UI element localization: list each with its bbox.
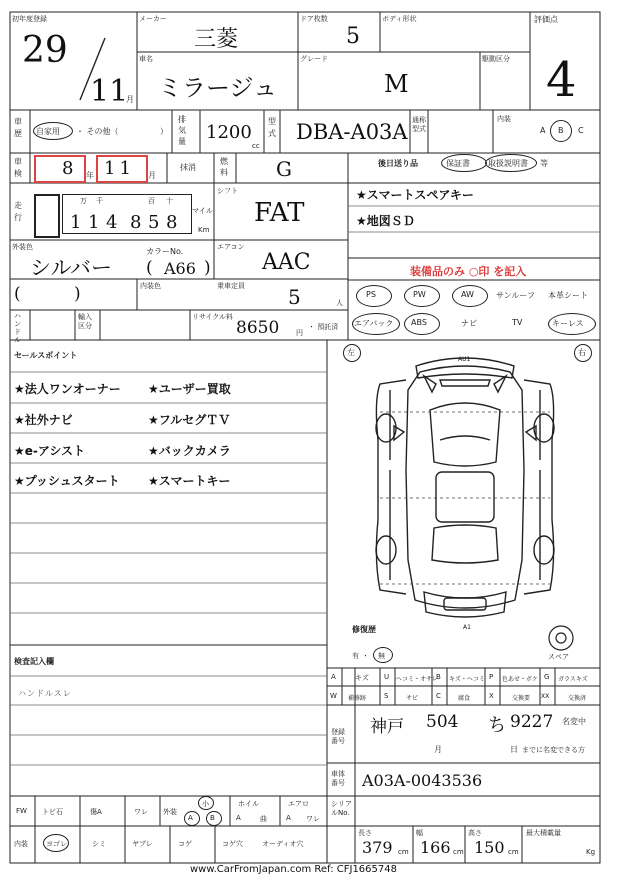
- usage-close: ）: [160, 127, 168, 136]
- nk-item-5: コゲ穴: [222, 840, 243, 848]
- legend-r2-c4: サビ: [406, 695, 419, 702]
- nk-item-2: シミ: [92, 840, 106, 848]
- length-unit: cm: [398, 848, 409, 856]
- capacity-label: 乗車定員: [217, 282, 245, 290]
- fw-item-1: トビ石: [42, 808, 63, 816]
- legend-r2-c3: S: [384, 692, 389, 700]
- legend-r1-c7: P: [489, 673, 494, 681]
- fw-a-circle: [184, 811, 200, 826]
- diagram-left: 左: [347, 348, 355, 357]
- legend-r1-c8: 色あせ・ボケ: [502, 676, 539, 683]
- mileage-digit-6: 8: [166, 212, 178, 233]
- sales-point-3: ★社外ナビ: [14, 413, 73, 427]
- diagram-right: 右: [578, 348, 586, 357]
- fuel-label: 燃料: [220, 157, 228, 177]
- color-value: シルバー: [30, 256, 113, 280]
- import-label: 輸入区分: [78, 313, 92, 330]
- recycle-unit: 円: [296, 329, 303, 337]
- diagram-top-tag: AU1: [458, 356, 471, 363]
- sales-points-label: セールスポイント: [14, 351, 78, 360]
- inspection-label: 車検: [14, 157, 22, 178]
- fw-label: FW: [16, 807, 27, 815]
- interior-c: C: [578, 126, 584, 135]
- inspection-year: 8: [62, 158, 74, 179]
- height-value: 150: [474, 838, 505, 857]
- fw-item-14: ワレ: [306, 815, 320, 823]
- equip-ps: PS: [366, 290, 376, 299]
- max-load-label: 最大積載量: [526, 829, 561, 837]
- legend-r2-c8: 交換要: [512, 695, 531, 702]
- serial-label: シリアルNo.: [331, 800, 352, 817]
- legend-r2-c1: W: [330, 692, 337, 700]
- legend-r1-c1: A: [331, 673, 336, 681]
- equip-sunroof: サンルーフ: [496, 291, 535, 300]
- feature-top-2: ★地図ＳＤ: [356, 214, 415, 228]
- color-no-label: カラーNo.: [146, 247, 184, 256]
- shift-label: シフト: [217, 187, 238, 195]
- first-reg-month: 11: [90, 74, 129, 109]
- first-reg-year: 29: [22, 30, 68, 71]
- interior-color-close: ): [74, 284, 81, 304]
- legend-r1-c2: キズ: [355, 674, 369, 682]
- inspection-month-unit: 月: [148, 171, 156, 180]
- inspection-year-unit: 年: [86, 171, 94, 180]
- postsend-item2: 取扱説明書: [488, 159, 528, 168]
- mileage-unit-mile: マイル: [192, 207, 213, 215]
- inspection-month: 11: [104, 158, 135, 179]
- nk-item-6: オーディオ穴: [262, 840, 304, 848]
- width-unit: cm: [453, 848, 464, 856]
- max-load-unit: Kg: [586, 848, 596, 856]
- registration-change: 名変中: [562, 717, 586, 726]
- registration-note: までに名変できる方: [522, 746, 585, 754]
- legend-r2-c5: C: [436, 692, 441, 700]
- fuel-value: G: [276, 157, 292, 181]
- model-label: 型式: [268, 117, 276, 138]
- repair-no-circle: [373, 647, 393, 663]
- equip-aw: AW: [461, 290, 474, 299]
- car-name-value: ミラージュ: [158, 74, 278, 102]
- sales-point-7: ★プッシュスタート: [14, 474, 120, 488]
- registration-month: 月: [434, 745, 442, 754]
- model-note: 通称型式: [412, 116, 426, 133]
- interior-color-label: 内装色: [140, 282, 161, 290]
- sales-point-5: ★e-アシスト: [14, 444, 86, 458]
- equip-pw: PW: [413, 290, 426, 299]
- legend-r2-c6: 腐食: [458, 695, 471, 702]
- sales-point-4: ★フルセグＴＶ: [148, 413, 231, 427]
- equip-abs: ABS: [411, 318, 427, 327]
- color-no-value: A66: [164, 259, 196, 278]
- sales-point-1: ★法人ワンオーナー: [14, 382, 121, 396]
- spare-label: スペア: [548, 653, 569, 661]
- recycle-value: 8650: [236, 318, 280, 338]
- mileage-unit-jyu: 十: [166, 197, 173, 205]
- legend-r2-c2: 補修跡: [348, 695, 367, 702]
- displacement-label: 排気量: [178, 115, 186, 146]
- equip-tv: TV: [512, 318, 523, 327]
- repair-sep: ・: [362, 652, 369, 660]
- legend-r1-c9: G: [544, 673, 550, 681]
- grade-label: グレード: [300, 55, 328, 63]
- fw-item-4: 外装: [163, 808, 177, 816]
- postsend-item1: 保証書: [446, 159, 470, 168]
- sales-point-2: ★ユーザー買取: [148, 382, 231, 396]
- aircon-label: エアコン: [217, 243, 245, 251]
- equip-keyless: キーレス: [552, 319, 584, 328]
- fw-item-6: A: [188, 814, 193, 822]
- fw-item-5: 小: [202, 800, 209, 808]
- fw-small-circle: [198, 796, 214, 810]
- legend-r1-c10: ガラスキズ: [558, 676, 588, 683]
- length-value: 379: [362, 838, 393, 857]
- mileage-label: 走行: [14, 201, 22, 222]
- color-no-close: ): [204, 258, 211, 278]
- nk-dirt-circle: [43, 834, 69, 852]
- mileage-digit-3: 4: [106, 212, 118, 233]
- legend-r1-c3: U: [384, 673, 390, 681]
- maker-label: メーカー: [139, 15, 167, 23]
- legend-r1-c6: キズ・ヘコミ: [449, 676, 485, 683]
- legend-r2-c10: 交換済: [568, 695, 587, 702]
- capacity-value: 5: [288, 285, 301, 309]
- nk-item-4: コゲ: [178, 840, 192, 848]
- fw-item-13: A: [286, 814, 291, 822]
- interior-color-open: (: [14, 284, 21, 304]
- drive-label: 駆動区分: [482, 55, 510, 63]
- width-value: 166: [420, 838, 451, 857]
- shift-value: FAT: [254, 198, 305, 228]
- mileage-unit-hyaku: 百: [148, 197, 155, 205]
- score-label: 評価点: [534, 15, 558, 24]
- mileage-digit-5: 5: [148, 212, 160, 233]
- displacement-value: 1200: [206, 122, 252, 143]
- interior-label: 内装: [497, 115, 511, 123]
- car-name-label: 車名: [139, 55, 153, 63]
- grade-value: M: [384, 70, 409, 98]
- mileage-unit-km: Km: [198, 226, 210, 234]
- inspect-notes-label: 検査記入欄: [14, 657, 54, 666]
- recycle-label: リサイクル料: [192, 313, 234, 321]
- fw-item-7: B: [210, 814, 215, 822]
- postsend-etc: 等: [540, 159, 548, 168]
- first-reg-label: 初年度登録: [12, 15, 47, 23]
- registration-class: 504: [426, 712, 459, 732]
- interior-a: A: [540, 126, 546, 135]
- first-reg-month-unit: 月: [126, 95, 134, 104]
- fw-item-12: エアロ: [288, 800, 309, 808]
- inspection-erased: 抹消: [180, 163, 196, 172]
- width-label: 幅: [416, 829, 423, 837]
- recycle-deposit: ・ 預託済: [308, 323, 339, 331]
- registration-number: 9227: [510, 712, 554, 732]
- usage-other: ・ その他（: [76, 127, 119, 136]
- fw-b-circle: [206, 811, 222, 826]
- registration-day: 日: [510, 745, 518, 754]
- length-label: 長さ: [358, 829, 372, 837]
- model-value: DBA-A03A: [296, 120, 408, 144]
- inspect-notes-text: ハンドルスレ: [18, 689, 72, 698]
- equip-header: 装備品のみ ○印 を記入: [410, 265, 527, 278]
- nk-item-3: ヤブレ: [132, 840, 153, 848]
- feature-top-1: ★スマートスペアキー: [356, 188, 474, 202]
- mileage-unit-sen: 千: [96, 197, 103, 205]
- fw-item-2: 傷A: [90, 808, 102, 816]
- equip-leather: 本革シート: [548, 291, 588, 300]
- doors-value: 5: [346, 24, 360, 49]
- fw-item-10: 曲: [260, 815, 267, 823]
- equip-navi: ナビ: [461, 319, 477, 328]
- displacement-unit: cc: [252, 142, 260, 150]
- height-unit: cm: [508, 848, 519, 856]
- score-value: 4: [546, 52, 577, 108]
- diagram-bottom-tag: A1: [463, 624, 471, 631]
- body-type-label: ボディ形状: [382, 15, 417, 23]
- chassis-value: A03A-0043536: [362, 771, 483, 790]
- color-no-open: (: [146, 258, 153, 278]
- legend-r1-c4: ヘコミ・オサレ: [396, 676, 438, 683]
- fw-item-3: ワレ: [134, 808, 148, 816]
- legend-r2-c7: X: [489, 692, 494, 700]
- repair-yes: 有: [352, 652, 359, 660]
- chassis-label: 車体番号: [331, 770, 345, 787]
- handle-label: ハンドル: [14, 312, 21, 344]
- mileage-digit-2: 1: [88, 212, 100, 233]
- legend-r2-c9: XX: [541, 693, 550, 700]
- equip-airbag: エアバック: [354, 319, 394, 328]
- legend-r1-c5: B: [436, 673, 441, 681]
- mileage-unit-man: 万: [80, 197, 87, 205]
- capacity-unit: 人: [336, 299, 343, 307]
- color-label: 外装色: [12, 243, 33, 251]
- doors-label: ドア枚数: [300, 15, 328, 23]
- nk-item-1: ヨゴレ: [46, 840, 67, 848]
- usage-own: 自家用: [36, 127, 60, 136]
- aircon-value: AAC: [262, 250, 311, 275]
- maker-value: 三菱: [194, 27, 239, 52]
- mileage-digit-1: 1: [70, 212, 82, 233]
- sales-point-8: ★スマートキー: [148, 474, 231, 488]
- interior-b: B: [558, 126, 564, 135]
- registration-label: 登録番号: [331, 728, 345, 745]
- registration-area: 神戸: [370, 717, 404, 737]
- fw-item-8: ホイル: [238, 800, 259, 808]
- repair-no: 無: [378, 652, 385, 660]
- sales-point-6: ★バックカメラ: [148, 444, 231, 458]
- postsend-label: 後日送り品: [378, 159, 418, 168]
- repair-label: 修復歴: [352, 625, 376, 634]
- footer-watermark: www.CarFromJapan.com Ref: CFJ1665748: [190, 864, 397, 875]
- mileage-digit-4: 8: [130, 212, 142, 233]
- fw-item-9: A: [236, 814, 241, 822]
- usage-label: 車歴: [14, 117, 22, 138]
- registration-kana: ち: [488, 715, 506, 736]
- nk-label: 内装: [14, 840, 28, 848]
- height-label: 高さ: [468, 829, 482, 837]
